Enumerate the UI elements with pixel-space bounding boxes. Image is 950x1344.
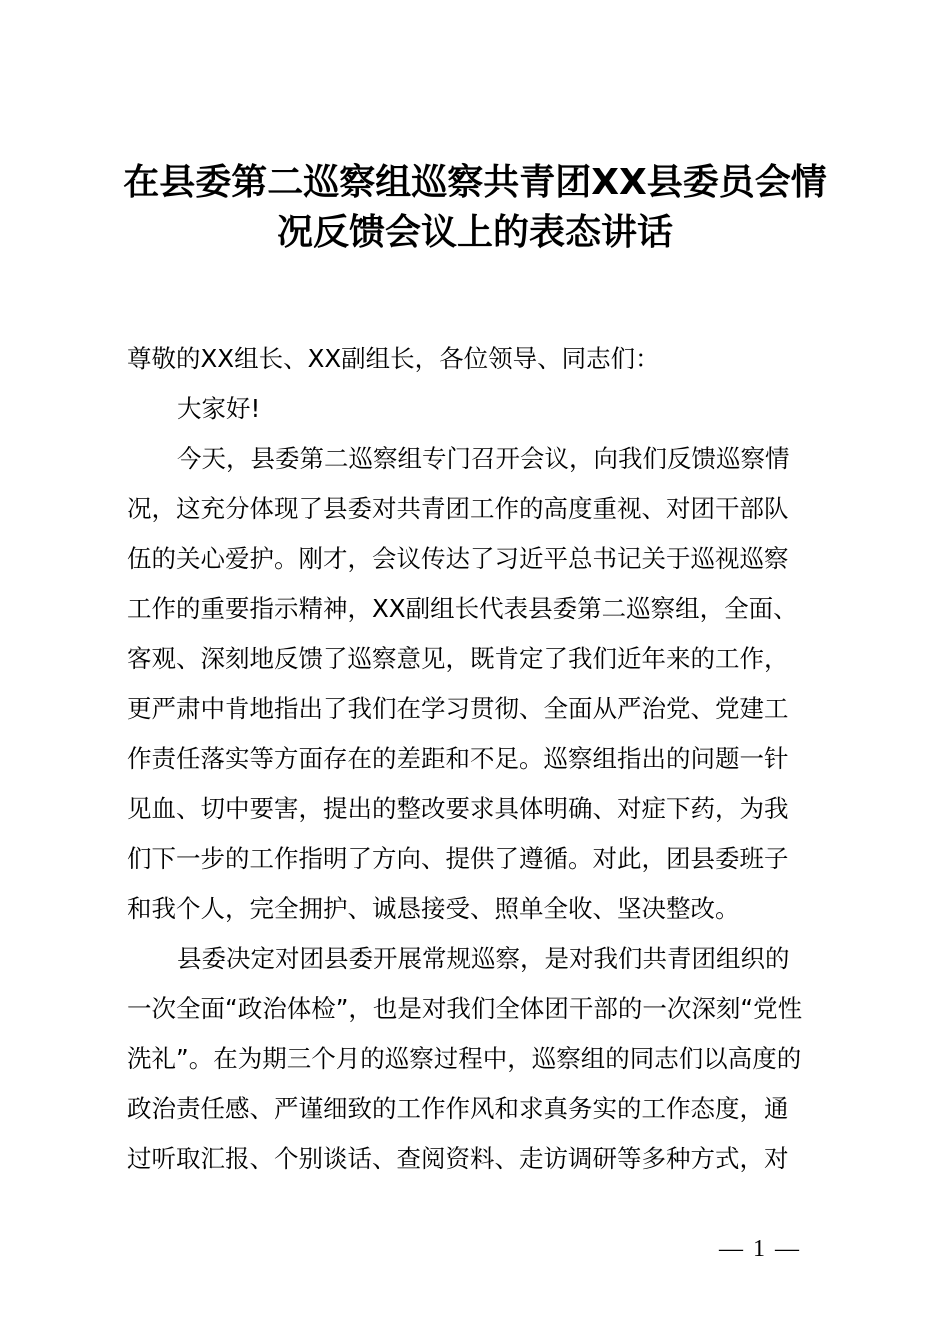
salutation: 尊敬的XX组长、XX副组长，各位领导、同志们： <box>127 344 660 373</box>
paragraph-2-line: 县委决定对团县委开展常规巡察，是对我们共青团组织的 <box>177 944 790 973</box>
paragraph-1-line: 们下一步的工作指明了方向、提供了遵循。对此，团县委班子 <box>127 844 789 873</box>
paragraph-1-line: 今天，县委第二巡察组专门召开会议，向我们反馈巡察情 <box>177 444 790 473</box>
paragraph-1-line: 见血、切中要害，提出的整改要求具体明确、对症下药，为我 <box>127 794 789 823</box>
page-number: — 1 — <box>719 1236 801 1262</box>
paragraph-1-line: 工作的重要指示精神，XX副组长代表县委第二巡察组，全面、 <box>127 594 798 623</box>
paragraph-1-line: 伍的关心爱护。刚才，会议传达了习近平总书记关于巡视巡察 <box>127 544 789 573</box>
paragraph-2-line: 政治责任感、严谨细致的工作作风和求真务实的工作态度，通 <box>127 1094 789 1123</box>
paragraph-1-line: 客观、深刻地反馈了巡察意见，既肯定了我们近年来的工作， <box>127 644 789 673</box>
greeting: 大家好! <box>177 394 261 423</box>
title-line-1: 在县委第二巡察组巡察共青团XX县委员会情 <box>123 162 827 203</box>
paragraph-2-line: 一次全面“政治体检”，也是对我们全体团干部的一次深刻“党性 <box>127 994 803 1023</box>
paragraph-1-line: 况，这充分体现了县委对共青团工作的高度重视、对团干部队 <box>127 494 789 523</box>
paragraph-2-line: 过听取汇报、个别谈话、查阅资料、走访调研等多种方式，对 <box>127 1144 789 1173</box>
document-title <box>100 158 850 258</box>
document-body <box>127 334 837 1184</box>
paragraph-1-line: 更严肃中肯地指出了我们在学习贯彻、全面从严治党、党建工 <box>127 694 789 723</box>
paragraph-1-line: 作责任落实等方面存在的差距和不足。巡察组指出的问题一针 <box>127 744 789 773</box>
title-line-2: 况反馈会议上的表态讲话 <box>276 212 673 253</box>
paragraph-2-line: 洗礼”。在为期三个月的巡察过程中，巡察组的同志们以高度的 <box>127 1044 802 1073</box>
paragraph-1-line: 和我个人，完全拥护、诚恳接受、照单全收、坚决整改。 <box>127 894 740 923</box>
